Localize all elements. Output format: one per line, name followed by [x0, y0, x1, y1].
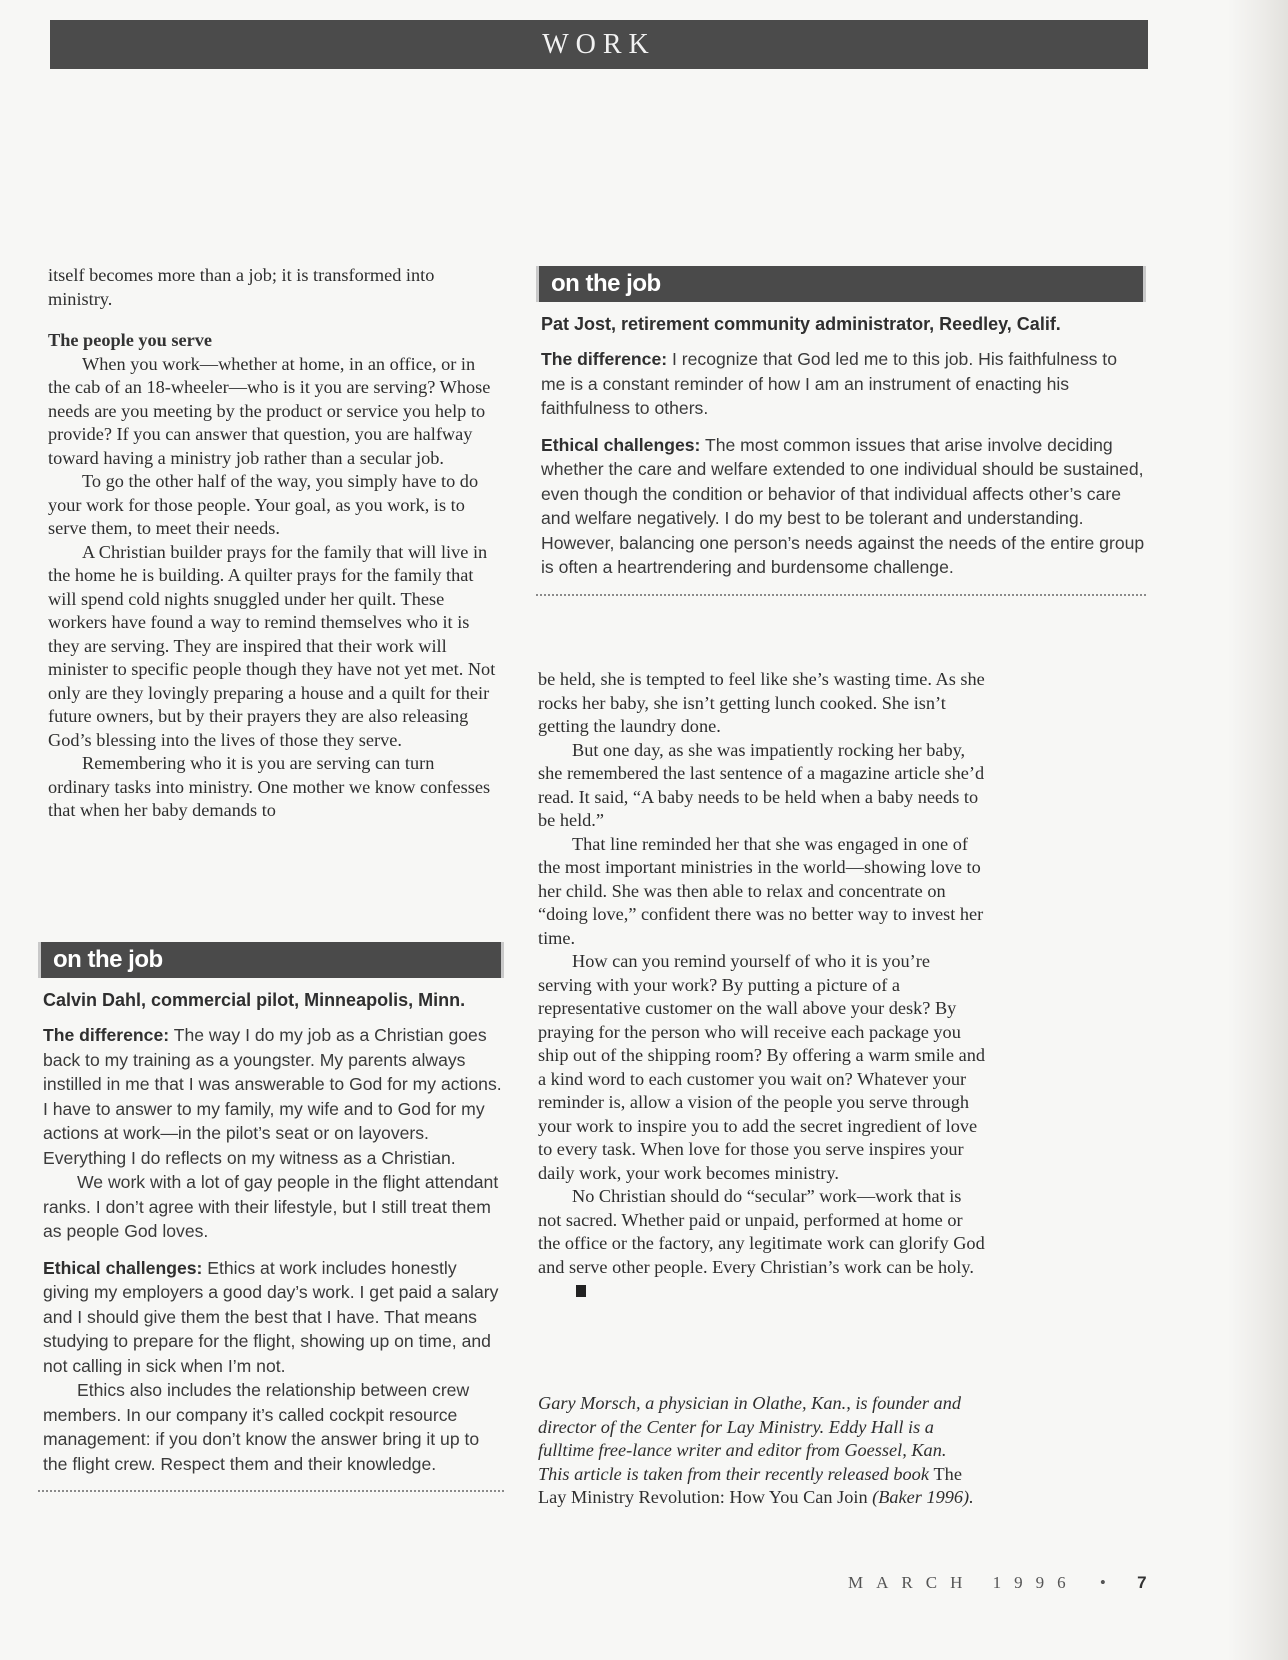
box-divider — [536, 594, 1146, 596]
box-label: on the job — [53, 946, 163, 973]
intro-text: itself becomes more than a job; it is transformed into ministry. — [48, 265, 435, 309]
difference-paragraph — [43, 1023, 504, 1170]
on-the-job-bar — [536, 266, 1146, 302]
left-article-column — [48, 264, 500, 823]
difference-text: I recognize that God led me to this job. His faithfulness to me is a constant reminder of how I am an instrument of enacting his faithfulness to others. — [541, 349, 1117, 418]
difference-paragraph — [541, 347, 1146, 421]
section-heading: The people you serve — [48, 330, 213, 350]
difference-paragraph-2: We work with a lot of gay people in the flight attendant ranks. I don’t agree with their lifestyle, but I still treat them as people God loves. — [43, 1172, 499, 1241]
box-divider — [38, 1490, 504, 1492]
paragraph: A Christian builder prays for the family that will live in the home he is building. A quilter prays for the family that will spend cold nights snuggled under her quilt. These workers have found a way to remind themselves who it is they are serving. They are inspired that their work will minister to specific people though they have not yet met. Not only are they lovingly preparing a house and a quilt for their future owners, but by their prayers they are also releasing God’s blessing into the lives of those they serve. — [48, 541, 496, 750]
on-the-job-bar — [38, 942, 504, 978]
paragraph: To go the other half of the way, you simply have to do your work for those people. Your goal, as you work, is to serve them, to meet their needs. — [48, 471, 479, 538]
paragraph: That line reminded her that she was engaged in one of the most important ministries in the world—showing love to her child. She was then able to relax and concentrate on “doing love,” confident there was no better way to invest her time. — [538, 833, 984, 948]
difference-text: The way I do my job as a Christian goes back to my training as a youngster. My parents always instilled in me that I was answerable to God for my actions. I have to answer to my family, my wife and to God for my actions at work—in the pilot’s seat or on layovers. Everything I do reflects on my witness as a Christian. — [43, 1025, 502, 1168]
interviewee-name: Calvin Dahl, commercial pilot, Minneapolis, Minn. — [43, 990, 466, 1010]
author-byline — [538, 1392, 978, 1510]
on-the-job-box-right — [536, 266, 1146, 596]
difference-label: The difference: — [43, 1025, 170, 1045]
page-edge-shadow — [1228, 0, 1288, 1660]
section-title: WORK — [542, 28, 656, 60]
ethics-paragraph — [43, 1256, 504, 1379]
paragraph: be held, she is tempted to feel like she’s wasting time. As she rocks her baby, she isn’t getting lunch cooked. She isn’t getting the laundry done. — [538, 669, 985, 736]
paragraph: When you work—whether at home, in an office, or in the cab of an 18-wheeler—who is it you are serving? Whose needs are you meeting by the product or service you help to provide? If you can answer that question, you are halfway toward having a ministry job rather than a secular job. — [48, 353, 491, 468]
ethics-text: The most common issues that arise involve deciding whether the care and welfare extended to one individual should be sustained, even though the condition or behavior of that individual affects other’s care and welfare negatively. I do my best to be tolerant and understanding. However, balancing one person’s needs against the needs of the entire group is often a heartrendering and burdensome challenge. — [541, 434, 1145, 577]
ethics-paragraph-2: Ethics also includes the relationship between crew members. In our company it’s called cockpit resource management: if you don’t know the answer bring it up to the flight crew. Respect them and their knowledge. — [43, 1380, 480, 1474]
paragraph: But one day, as she was impatiently rocking her baby, she remembered the last sentence of a magazine article she’d read. It said, “A baby needs to be held when a baby needs to be held.” — [538, 739, 985, 830]
closing-paragraph — [538, 1185, 986, 1303]
byline-publisher: (Baker 1996). — [867, 1487, 974, 1507]
page-footer — [848, 1573, 1147, 1593]
paragraph: Remembering who it is you are serving can turn ordinary tasks into ministry. One mother we know confesses that when her baby demands to — [48, 753, 491, 820]
box-label: on the job — [551, 270, 661, 297]
byline-text: Gary Morsch, a physician in Olathe, Kan., is founder and director of the Center for Lay Ministry. Eddy Hall is a fulltime free-lance writer and editor from Goessel, Kan. This article is taken from their recently released book — [538, 1393, 961, 1484]
ethics-label: Ethical challenges: — [43, 1257, 203, 1278]
on-the-job-box-left — [38, 942, 504, 1492]
ethics-paragraph — [541, 433, 1146, 580]
section-header — [50, 20, 1148, 69]
ethics-label: Ethical challenges: — [541, 434, 701, 455]
difference-label: The difference: — [541, 349, 668, 369]
closing-text: No Christian should do “secular” work—work that is not sacred. Whether paid or unpaid, performed at home or the office or the factory, any legitimate work can glorify God and serve other people. Every Christian’s work can be holy. — [538, 1186, 985, 1277]
end-mark-icon — [576, 1285, 586, 1297]
book-title: The Lay Ministry Revolution: How You Can Join — [538, 1463, 962, 1507]
footer-separator: • — [1099, 1573, 1106, 1592]
ethics-text: Ethics at work includes honestly giving my employers a good day’s work. I get paid a salary and I should give them the best that I have. That means studying to prepare for the flight, showing up on time, and not calling in sick when I’m not. — [43, 1257, 499, 1376]
right-article-column — [538, 668, 986, 1303]
paragraph: How can you remind yourself of who it is you’re serving with your work? By putting a picture of a representative customer on the wall above your desk? By praying for the person who will receive each package you ship out of the shipping room? By offering a warm smile and a kind word to each customer you wait on? Whatever your reminder is, allow a vision of the people you serve through your work to inspire you to add the secret ingredient of love to every task. When love for those you serve inspires your daily work, your work becomes ministry. — [538, 951, 985, 1183]
footer-date: MARCH 1996 — [848, 1573, 1079, 1592]
interviewee-name: Pat Jost, retirement community administrator, Reedley, Calif. — [541, 314, 1061, 334]
page-number: 7 — [1137, 1573, 1147, 1592]
